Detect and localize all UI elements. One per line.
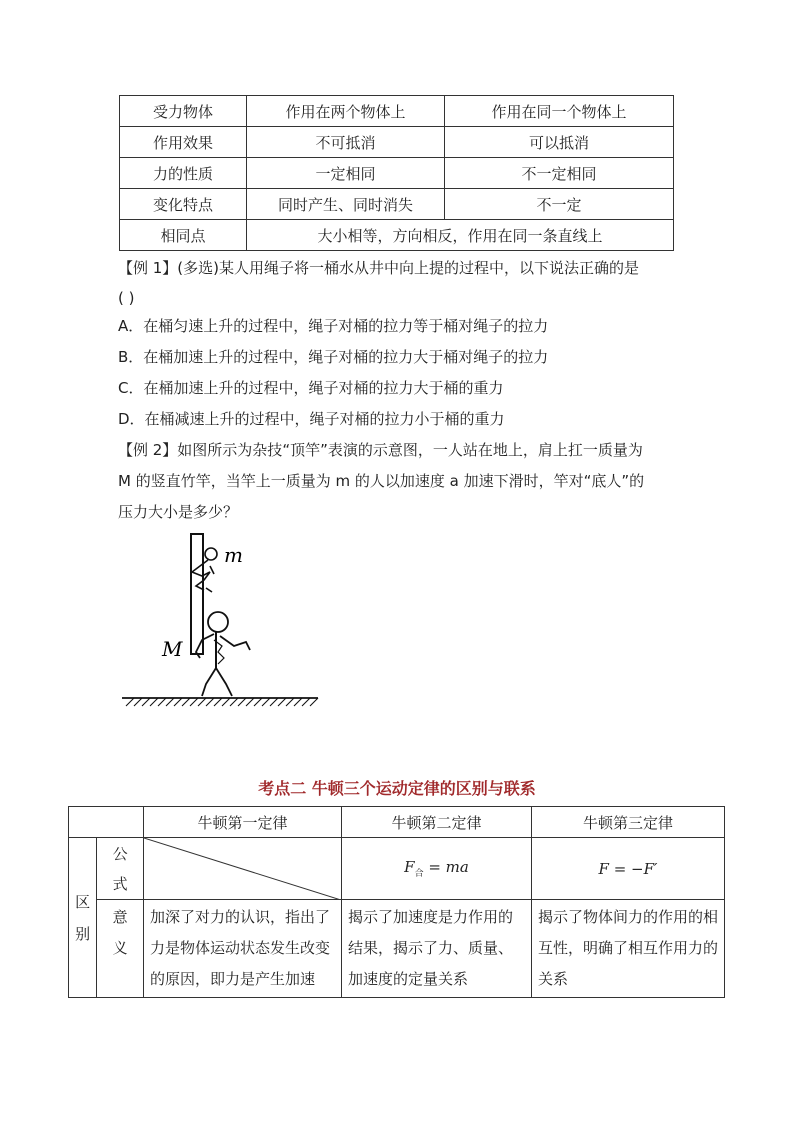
top-person-body bbox=[192, 560, 210, 590]
table-cell: 作用效果 bbox=[120, 127, 247, 158]
pole-acrobat-figure bbox=[118, 528, 338, 718]
table-cell: 一定相同 bbox=[247, 158, 445, 189]
pole-shape bbox=[191, 534, 203, 654]
table-cell: 作用在同一个物体上 bbox=[445, 96, 674, 127]
comparison-table bbox=[119, 95, 674, 251]
difference-group-label: 区 别 bbox=[69, 838, 97, 998]
example2-line-3: 压力大小是多少？ bbox=[118, 503, 239, 521]
third-law-meaning: 揭示了物体间力的作用的相互性，明确了相互作用力的关系 bbox=[532, 900, 725, 998]
base-person-legs bbox=[202, 668, 232, 696]
top-person-limbs bbox=[206, 566, 214, 592]
example1-option-c: C．在桶加速上升的过程中，绳子对桶的拉力大于桶的重力 bbox=[118, 379, 504, 397]
table-cell: 可以抵消 bbox=[445, 127, 674, 158]
table-row bbox=[120, 96, 674, 127]
table-cell: 同时产生、同时消失 bbox=[247, 189, 445, 220]
meaning-row-label: 意 义 bbox=[97, 900, 144, 998]
table-row bbox=[120, 220, 674, 251]
meaning-row bbox=[69, 900, 725, 998]
table-cell: 不可抵消 bbox=[247, 127, 445, 158]
table-corner-cell bbox=[69, 807, 144, 838]
base-person-head bbox=[208, 612, 228, 632]
first-law-formula-empty bbox=[144, 838, 342, 900]
newton-laws-table bbox=[68, 806, 725, 998]
example2-line-1: 【例 2】如图所示为杂技“顶竿”表演的示意图，一人站在地上，肩上扛一质量为 bbox=[118, 441, 643, 459]
section-heading: 考点二 牛顿三个运动定律的区别与联系 bbox=[258, 779, 536, 798]
base-person-arms bbox=[196, 634, 250, 658]
table-cell: 不一定相同 bbox=[445, 158, 674, 189]
header-first-law: 牛顿第一定律 bbox=[144, 807, 342, 838]
pole-acrobat-drawing bbox=[118, 528, 338, 718]
example1-title: 【例 1】(多选)某人用绳子将一桶水从井中向上提的过程中，以下说法正确的是 bbox=[118, 259, 640, 277]
table-cell: 作用在两个物体上 bbox=[247, 96, 445, 127]
diagonal-slash bbox=[144, 838, 341, 900]
table-cell: 不一定 bbox=[445, 189, 674, 220]
top-person-head bbox=[205, 548, 217, 560]
big-mass-label: M bbox=[162, 637, 183, 661]
example1-option-a: A．在桶匀速上升的过程中，绳子对桶的拉力等于桶对绳子的拉力 bbox=[118, 317, 549, 335]
formula-row-label: 公 式 bbox=[97, 838, 144, 900]
table-cell: 相同点 bbox=[120, 220, 247, 251]
table-cell: 受力物体 bbox=[120, 96, 247, 127]
small-mass-label: m bbox=[224, 543, 243, 567]
table-cell: 力的性质 bbox=[120, 158, 247, 189]
table-row bbox=[120, 158, 674, 189]
example1-option-d: D．在桶减速上升的过程中，绳子对桶的拉力小于桶的重力 bbox=[118, 410, 505, 428]
formula-row bbox=[69, 838, 725, 900]
example2-line-2: M 的竖直竹竿，当竿上一质量为 m 的人以加速度 a 加速下滑时，竿对“底人”的 bbox=[118, 472, 645, 490]
third-law-formula: F = −F′ bbox=[532, 838, 725, 900]
example1-option-b: B．在桶加速上升的过程中，绳子对桶的拉力大于桶对绳子的拉力 bbox=[118, 348, 549, 366]
example1-answer-paren: ( ) bbox=[118, 289, 135, 307]
header-third-law: 牛顿第三定律 bbox=[532, 807, 725, 838]
ground-hatching bbox=[126, 698, 318, 706]
header-second-law: 牛顿第二定律 bbox=[342, 807, 532, 838]
first-law-meaning: 加深了对力的认识，指出了力是物体运动状态发生改变的原因，即力是产生加速 bbox=[144, 900, 342, 998]
second-law-formula: $F_合$ = ma bbox=[342, 838, 532, 900]
table-row bbox=[120, 189, 674, 220]
table-cell: 变化特点 bbox=[120, 189, 247, 220]
table-cell: 大小相等，方向相反，作用在同一条直线上 bbox=[247, 220, 674, 251]
table-header-row bbox=[69, 807, 725, 838]
table-row bbox=[120, 127, 674, 158]
second-law-meaning: 揭示了加速度是力作用的结果，揭示了力、质量、加速度的定量关系 bbox=[342, 900, 532, 998]
